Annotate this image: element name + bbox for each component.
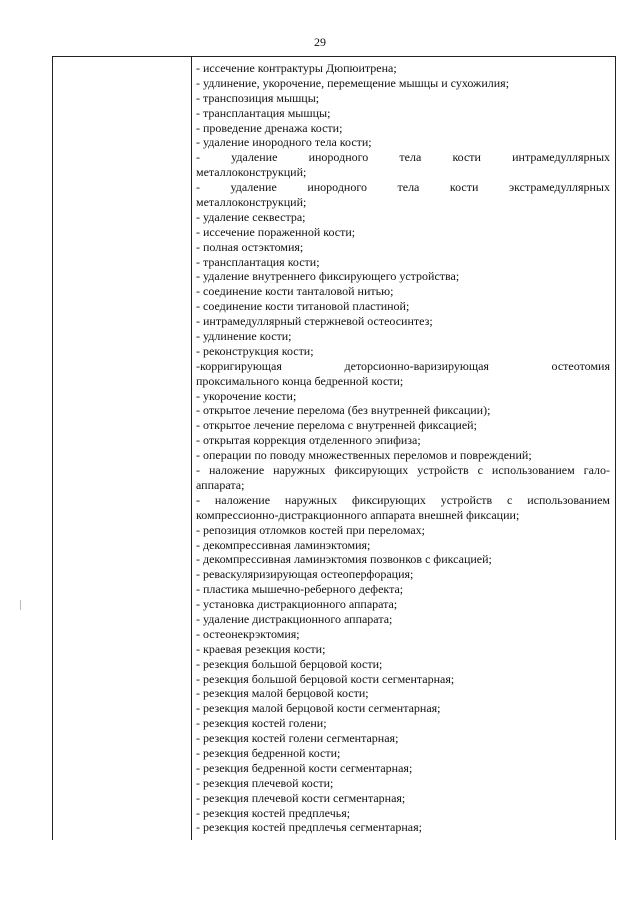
table-right-cell [196,61,610,835]
procedure-line: - открытое лечение перелома (без внутренней фиксации); [196,403,491,418]
table-left-cell [53,57,192,840]
procedure-line: - пластика мышечно-реберного дефекта; [196,582,404,597]
procedure-line: компрессионно-дистракционного аппарата внешней фиксации; [196,507,520,522]
procedure-line: - резекция плечевой кости сегментарная; [196,790,406,805]
document-table [52,56,616,840]
page-number: 29 [314,35,326,49]
procedure-line: - соединение кости титановой пластиной; [196,299,410,314]
procedure-line: - проведение дренажа кости; [196,120,343,135]
procedure-line: - удаление инородного тела кости экстрамедуллярных [196,180,610,195]
procedure-line: - краевая резекция кости; [196,641,326,656]
procedure-line: - резекция малой берцовой кости сегментарная; [196,701,441,716]
procedure-line: - транспозиция мышцы; [196,90,320,105]
procedure-line: - резекция большой берцовой кости сегментарная; [196,671,455,686]
procedure-line: - реваскуляризирующая остеоперфорация; [196,567,414,582]
procedure-line: - открытое лечение перелома с внутренней фиксацией; [196,418,477,433]
procedure-line: аппарата; [196,477,245,492]
procedure-line: - декомпрессивная ламинэктомия; [196,537,371,552]
procedure-line: - иссечение контрактуры Дюпюитрена; [196,61,397,75]
procedure-line: - наложение наружных фиксирующих устройств с использованием гало- [196,463,610,478]
procedure-line: металлоконструкций; [196,165,307,180]
procedure-line: - полная остэктомия; [196,239,304,254]
procedure-line: - удаление секвестра; [196,209,306,224]
procedure-line: - резекция бедренной кости сегментарная; [196,760,413,775]
procedure-line: - иссечение пораженной кости; [196,224,356,239]
procedure-line: - наложение наружных фиксирующих устройств с использованием [196,492,610,507]
procedure-line: - укорочение кости; [196,388,297,403]
procedure-line: - резекция костей предплечья сегментарная; [196,820,422,835]
procedure-line: - остеонекрэктомия; [196,626,300,641]
procedure-line: - операции по поводу множественных переломов и повреждений; [196,448,532,463]
procedure-line: - репозиция отломков костей при переломах; [196,522,425,537]
procedure-line: - декомпрессивная ламинэктомия позвонков с фиксацией; [196,552,492,567]
procedure-line: - трансплантация мышцы; [196,105,331,120]
procedure-line: - резекция костей голени сегментарная; [196,731,399,746]
procedure-line: - резекция костей голени; [196,716,327,731]
procedure-line: - удаление дистракционного аппарата; [196,611,393,626]
procedure-line: - удаление внутреннего фиксирующего устройства; [196,269,460,284]
procedure-line: - соединение кости танталовой нитью; [196,284,394,299]
procedure-line: - резекция большой берцовой кости; [196,656,383,671]
procedure-line: - трансплантация кости; [196,254,320,269]
procedure-line: - удаление инородного тела кости; [196,135,372,150]
procedure-line: проксимального конца бедренной кости; [196,373,404,388]
scan-edge-mark [20,600,21,610]
procedure-line: - открытая коррекция отделенного эпифиза; [196,433,421,448]
procedure-line: - удаление инородного тела кости интрамедуллярных [196,150,610,165]
procedure-line: - резекция костей предплечья; [196,805,351,820]
procedure-line: - реконструкция кости; [196,343,314,358]
procedure-line: - резекция малой берцовой кости; [196,686,369,701]
procedure-line: - удлинение кости; [196,329,292,344]
procedure-line: - резекция плечевой кости; [196,775,334,790]
procedure-line: - удлинение, укорочение, перемещение мышцы и сухожилия; [196,75,510,90]
procedure-line: - интрамедуллярный стержневой остеосинтез; [196,314,433,329]
procedure-line: металлоконструкций; [196,195,307,210]
procedure-line: -корригирующая деторсионно-варизирующая остеотомия [196,358,610,373]
procedure-line: - установка дистракционного аппарата; [196,597,398,612]
procedure-line: - резекция бедренной кости; [196,745,341,760]
